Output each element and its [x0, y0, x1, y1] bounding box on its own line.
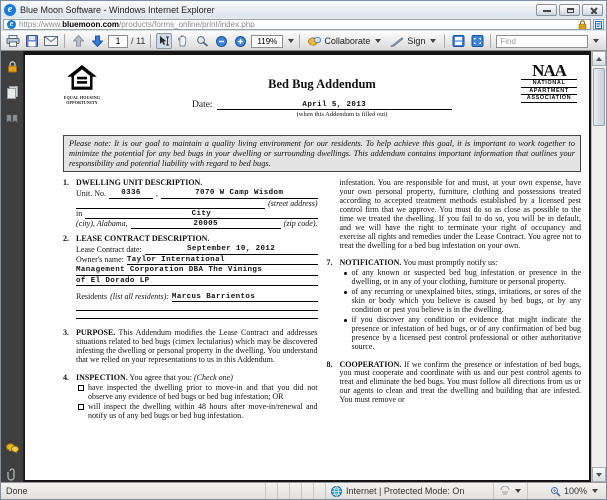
section-4-heading: INSPECTION. — [76, 373, 128, 383]
close-button[interactable] — [582, 4, 603, 16]
arrow-down-icon — [92, 35, 103, 47]
equal-housing-logo — [61, 65, 103, 105]
naa-logo: NAA NATIONAL APARTMENT ASSOCIATION — [521, 63, 577, 103]
scrollbar-thumb[interactable] — [593, 68, 605, 126]
bullet-icon — [344, 319, 347, 322]
status-segment — [266, 483, 278, 499]
right-column — [327, 179, 582, 427]
collaborate-label: Collaborate — [324, 36, 371, 46]
scroll-up-icon — [596, 57, 602, 61]
email-button[interactable] — [43, 33, 59, 49]
zoom-magnifier-icon — [550, 486, 561, 497]
internet-globe-icon — [331, 486, 342, 497]
minimize-button[interactable] — [536, 4, 557, 16]
collaborate-dropdown-icon — [375, 39, 381, 43]
residents-blank-line — [76, 311, 318, 320]
section-2: 2. LEASE CONTRACT DESCRIPTION. Lease Contract date: September 10, 2012 Owner's name: Taylor International Management Corporation DBA The Vinings of El Dorado LP Residents (list all residents): Marcus Barrientos — [63, 235, 318, 319]
status-text: Done — [1, 483, 266, 499]
find-input[interactable] — [496, 35, 588, 48]
naa-letters: NAA — [532, 61, 566, 80]
sign-dropdown-icon — [430, 39, 436, 43]
bookmarks-panel-icon[interactable] — [5, 111, 20, 126]
section-3: 3. PURPOSE. This Addendum modifies the Lease Contract and addresses situations related to bed bugs (cimex lectularius) which may be discovered infesting the dwelling or personal property in the dwelling. You understand that we relied on your representations to us in this Addendum. — [63, 328, 318, 365]
status-segment — [302, 483, 314, 499]
site-favicon: e — [7, 20, 16, 29]
previous-page-button[interactable] — [70, 33, 86, 49]
window-title: Blue Moon Software - Windows Internet Explorer — [20, 4, 215, 15]
pdf-canvas — [24, 51, 591, 482]
scroll-up-button[interactable] — [592, 51, 606, 66]
scroll-down-button[interactable] — [592, 467, 606, 482]
status-segment — [278, 483, 290, 499]
section-7-heading: NOTIFICATION. — [339, 257, 402, 267]
sign-button[interactable] — [387, 33, 439, 49]
owner-name-line3: of El Dorado LP — [76, 277, 318, 286]
vertical-scrollbar[interactable] — [591, 51, 606, 482]
sign-label: Sign — [407, 36, 426, 46]
zoom-in-button[interactable] — [232, 33, 248, 49]
maximize-icon — [567, 8, 574, 13]
date-line — [192, 100, 452, 110]
attachments-panel-icon[interactable] — [5, 467, 20, 482]
section-4-intro: You agree that you: — [129, 373, 193, 383]
zoom-level-box[interactable]: 119% — [251, 35, 283, 48]
toolbar-separator — [490, 34, 491, 48]
protected-mode-dropdown-icon — [515, 489, 521, 493]
next-page-button[interactable] — [89, 33, 105, 49]
notification-bullet-1: of any known or suspected bed bug infestation or presence in the dwelling, or in any of your clothing, furniture or personal property. — [340, 269, 582, 287]
url-field[interactable] — [3, 19, 591, 30]
notification-bullet-2: of any recurring or unexplained bites, stings, irritations, or sores of the skin or body which you believe is caused by bed bugs, or by any condition or pest you believe is in the dwelling. — [340, 288, 582, 315]
minimize-icon — [543, 10, 551, 12]
page-number-input[interactable] — [108, 35, 128, 48]
inspection-option-1: have inspected the dwelling prior to move-in and that you did not observe any evidence of bed bugs or bed bug infestation; OR — [76, 384, 318, 402]
bullet-icon — [344, 291, 347, 294]
scrolling-mode-button[interactable] — [450, 33, 466, 49]
city-caption: (city), Alabama, — [76, 219, 128, 229]
continuation-paragraph: infestation. You are responsible for and must, at your own expense, have your own personal property, furniture, clothing and possessions treated according to accepted treatment methods established by a licensed pest control firm that we approve. You must do so as close as possible to the time we treated the dwelling. If you fail to do so, you will be in default, and we will have the right to terminate your right of occupancy and exercise all rights and remedies under the Lease Contract. You agree not to treat the dwelling for a bed bug infestation on your own. — [339, 178, 581, 251]
city-value: City — [85, 210, 317, 219]
fullscreen-icon — [471, 35, 484, 47]
date-label: Date: — [192, 100, 213, 110]
notification-bullet-3: if you discover any condition or evidence that might indicate the presence or infestation of bed bugs, or of any confirmation of bed bug presence by a licensed pest control professional or other authoritative source. — [340, 316, 582, 352]
navigation-pane — [1, 51, 24, 482]
date-value: April 5, 2013 — [217, 101, 452, 110]
select-tool-button[interactable] — [156, 33, 172, 49]
date-caption: (when this Addendum is filled out) — [296, 111, 388, 118]
unit-number-value: 0336 — [109, 189, 153, 198]
section-4-intro-note: (Check one) — [194, 373, 233, 383]
compatibility-view-button[interactable] — [593, 19, 604, 30]
toolbar-separator — [444, 34, 445, 48]
street-address-caption: (street address) — [268, 198, 318, 208]
security-zone-label: Internet | Protected Mode: On — [346, 486, 465, 496]
pdf-toolbar — [1, 31, 606, 51]
section-8: 8. COOPERATION. If we confirm the presence or infestation of bed bugs, you must cooperate and coordinate with us and our pest control agents to treat and eliminate the bed bugs. You must follow all directions from us or our agents to clean and treat the dwelling and building that are infested. You must remove or — [326, 359, 582, 405]
fullscreen-button[interactable] — [469, 33, 485, 49]
toolbar-separator — [299, 34, 300, 48]
zip-value: 20005 — [131, 220, 281, 229]
print-button[interactable] — [5, 33, 21, 49]
title-bar — [1, 1, 606, 18]
save-button[interactable] — [24, 33, 40, 49]
protected-mode-cell[interactable] — [494, 483, 528, 499]
hand-tool-icon — [177, 35, 189, 47]
status-segment — [314, 483, 326, 499]
sign-pen-icon — [390, 36, 404, 47]
arrow-up-icon — [73, 35, 84, 47]
section-1: 1. DWELLING UNIT DESCRIPTION. Unit. No. 0336 , 7070 W Camp Wisdom (street address) in City (city), Alabama, 20005 (zip code). — [63, 178, 318, 229]
status-bar — [1, 482, 606, 499]
collaborate-button[interactable] — [305, 33, 384, 49]
ie-logo-icon: e — [4, 4, 16, 16]
envelope-icon — [44, 36, 58, 46]
toolbar-separator — [64, 34, 65, 48]
equal-housing-caption: EQUAL HOUSING OPPORTUNITY — [63, 95, 101, 105]
document-columns — [63, 179, 581, 427]
status-segment — [290, 483, 302, 499]
ssl-lock-icon[interactable] — [578, 20, 587, 30]
marquee-zoom-button[interactable] — [194, 33, 210, 49]
notice-box: Please note: It is our goal to maintain a quality living environment for our residents. To help achieve this goal, it is important to work together to minimize the potential for any bed bugs in your dwelling or surrounding dwellings. This addendum contains important information that outlines your responsibility and potential liability with regard to bed bugs. — [63, 135, 581, 172]
comments-panel-icon[interactable] — [5, 441, 20, 456]
inspection-option-2: will inspect the dwelling within 48 hours after move-in/renewal and notify us of any bed bugs or bed bug infestation. — [76, 403, 318, 421]
content-area — [1, 51, 606, 482]
change-zoom-shield-icon — [500, 486, 510, 496]
browser-zoom-dropdown-icon — [592, 489, 598, 493]
zoom-dropdown-icon[interactable] — [288, 39, 294, 43]
left-column — [63, 179, 318, 427]
url-text: https://www.bluemoon.com/products/forms_online/print/index.php — [19, 20, 255, 29]
section-7-intro: You must promptly notify us: — [403, 257, 498, 267]
page-icon — [595, 21, 602, 29]
magnifier-icon — [196, 35, 209, 47]
section-8-heading: COOPERATION. — [339, 359, 402, 369]
pages-panel-icon[interactable] — [5, 85, 20, 100]
checkbox-icon[interactable] — [78, 404, 84, 410]
maximize-button[interactable] — [559, 4, 580, 16]
lease-date-value: September 10, 2012 — [145, 245, 318, 254]
find-dropdown-icon[interactable] — [593, 39, 599, 43]
bullet-icon — [344, 272, 347, 275]
residents-value: Marcus Barrientos — [172, 293, 318, 302]
equal-housing-house-icon — [67, 65, 97, 91]
select-tool-icon — [158, 35, 170, 47]
section-3-heading: PURPOSE. — [76, 328, 116, 338]
section-8-body: If we confirm the presence or infestation of bed bugs, you must cooperate and coordinate with us and our pest control agents to treat and eliminate the bed bugs. You must follow all directions from us or our agents to clean and treat the dwelling and building that are infested. You must remove or — [339, 359, 582, 405]
zoom-in-icon — [235, 36, 246, 47]
scrollbar-track[interactable] — [592, 66, 606, 467]
document-header — [63, 63, 581, 125]
section-7: 7. NOTIFICATION. You must promptly notify us: of any known or suspected bed bug infestation or presence in the dwelling, or in any of your clothing, furniture or personal property. of any recurring or unexplained bites, stings, irritations, or sores of the skin or body which you believe is caused by bed bugs, or by any condition or pest you believe is in the dwelling. if you discover any condition or evidence that might indicate the presence or infestation of bed bugs, or of any confirmation of bed bug presence by a licensed pest control professional or other authoritative source. — [326, 257, 581, 351]
section-2-heading: LEASE CONTRACT DESCRIPTION. — [76, 234, 210, 244]
save-icon — [26, 35, 38, 47]
security-lock-icon[interactable] — [5, 59, 20, 74]
printer-icon — [6, 35, 20, 47]
checkbox-icon[interactable] — [78, 385, 84, 391]
scrolling-pages-icon — [452, 35, 465, 47]
owner-name-line1: Taylor International — [127, 256, 318, 265]
document-title: Bed Bug Addendum — [268, 77, 376, 91]
scroll-down-icon — [596, 473, 602, 477]
street-address-blank — [76, 201, 265, 209]
section-3-body: This Addendum modifies the Lease Contract and addresses situations related to bed bugs (cimex lectularius) which may be discovered infesting the dwelling or personal property in the dwelling. You understand that we relied on your representations to us in this Addendum. — [76, 328, 318, 365]
browser-zoom-cell[interactable] — [528, 486, 606, 497]
hand-tool-button[interactable] — [175, 33, 191, 49]
page-total-label: / 11 — [131, 36, 146, 46]
toolbar-separator — [150, 34, 151, 48]
zoom-out-icon — [216, 36, 227, 47]
address-bar — [1, 18, 606, 31]
browser-zoom-value: 100% — [563, 486, 587, 496]
document-page — [25, 55, 589, 480]
collaborate-icon — [308, 36, 321, 47]
zip-caption: (zip code). — [283, 219, 318, 229]
security-zone-cell — [326, 483, 494, 499]
zoom-out-button[interactable] — [213, 33, 229, 49]
section-1-heading: DWELLING UNIT DESCRIPTION. — [76, 178, 203, 188]
residents-blank-line — [76, 302, 318, 311]
section-4: 4. INSPECTION. You agree that you: (Check one) have inspected the dwelling prior to move-in and that you did not observe any evidence of bed bugs or bed bug infestation; OR will inspect the dwelling within 48 hours after move-in/renewal and notify us of any bed bugs or bed bug infestation. — [63, 373, 318, 420]
owner-name-line2: Management Corporation DBA The Vinings — [76, 266, 318, 275]
street-address-value: 7070 W Camp Wisdom — [161, 189, 318, 198]
